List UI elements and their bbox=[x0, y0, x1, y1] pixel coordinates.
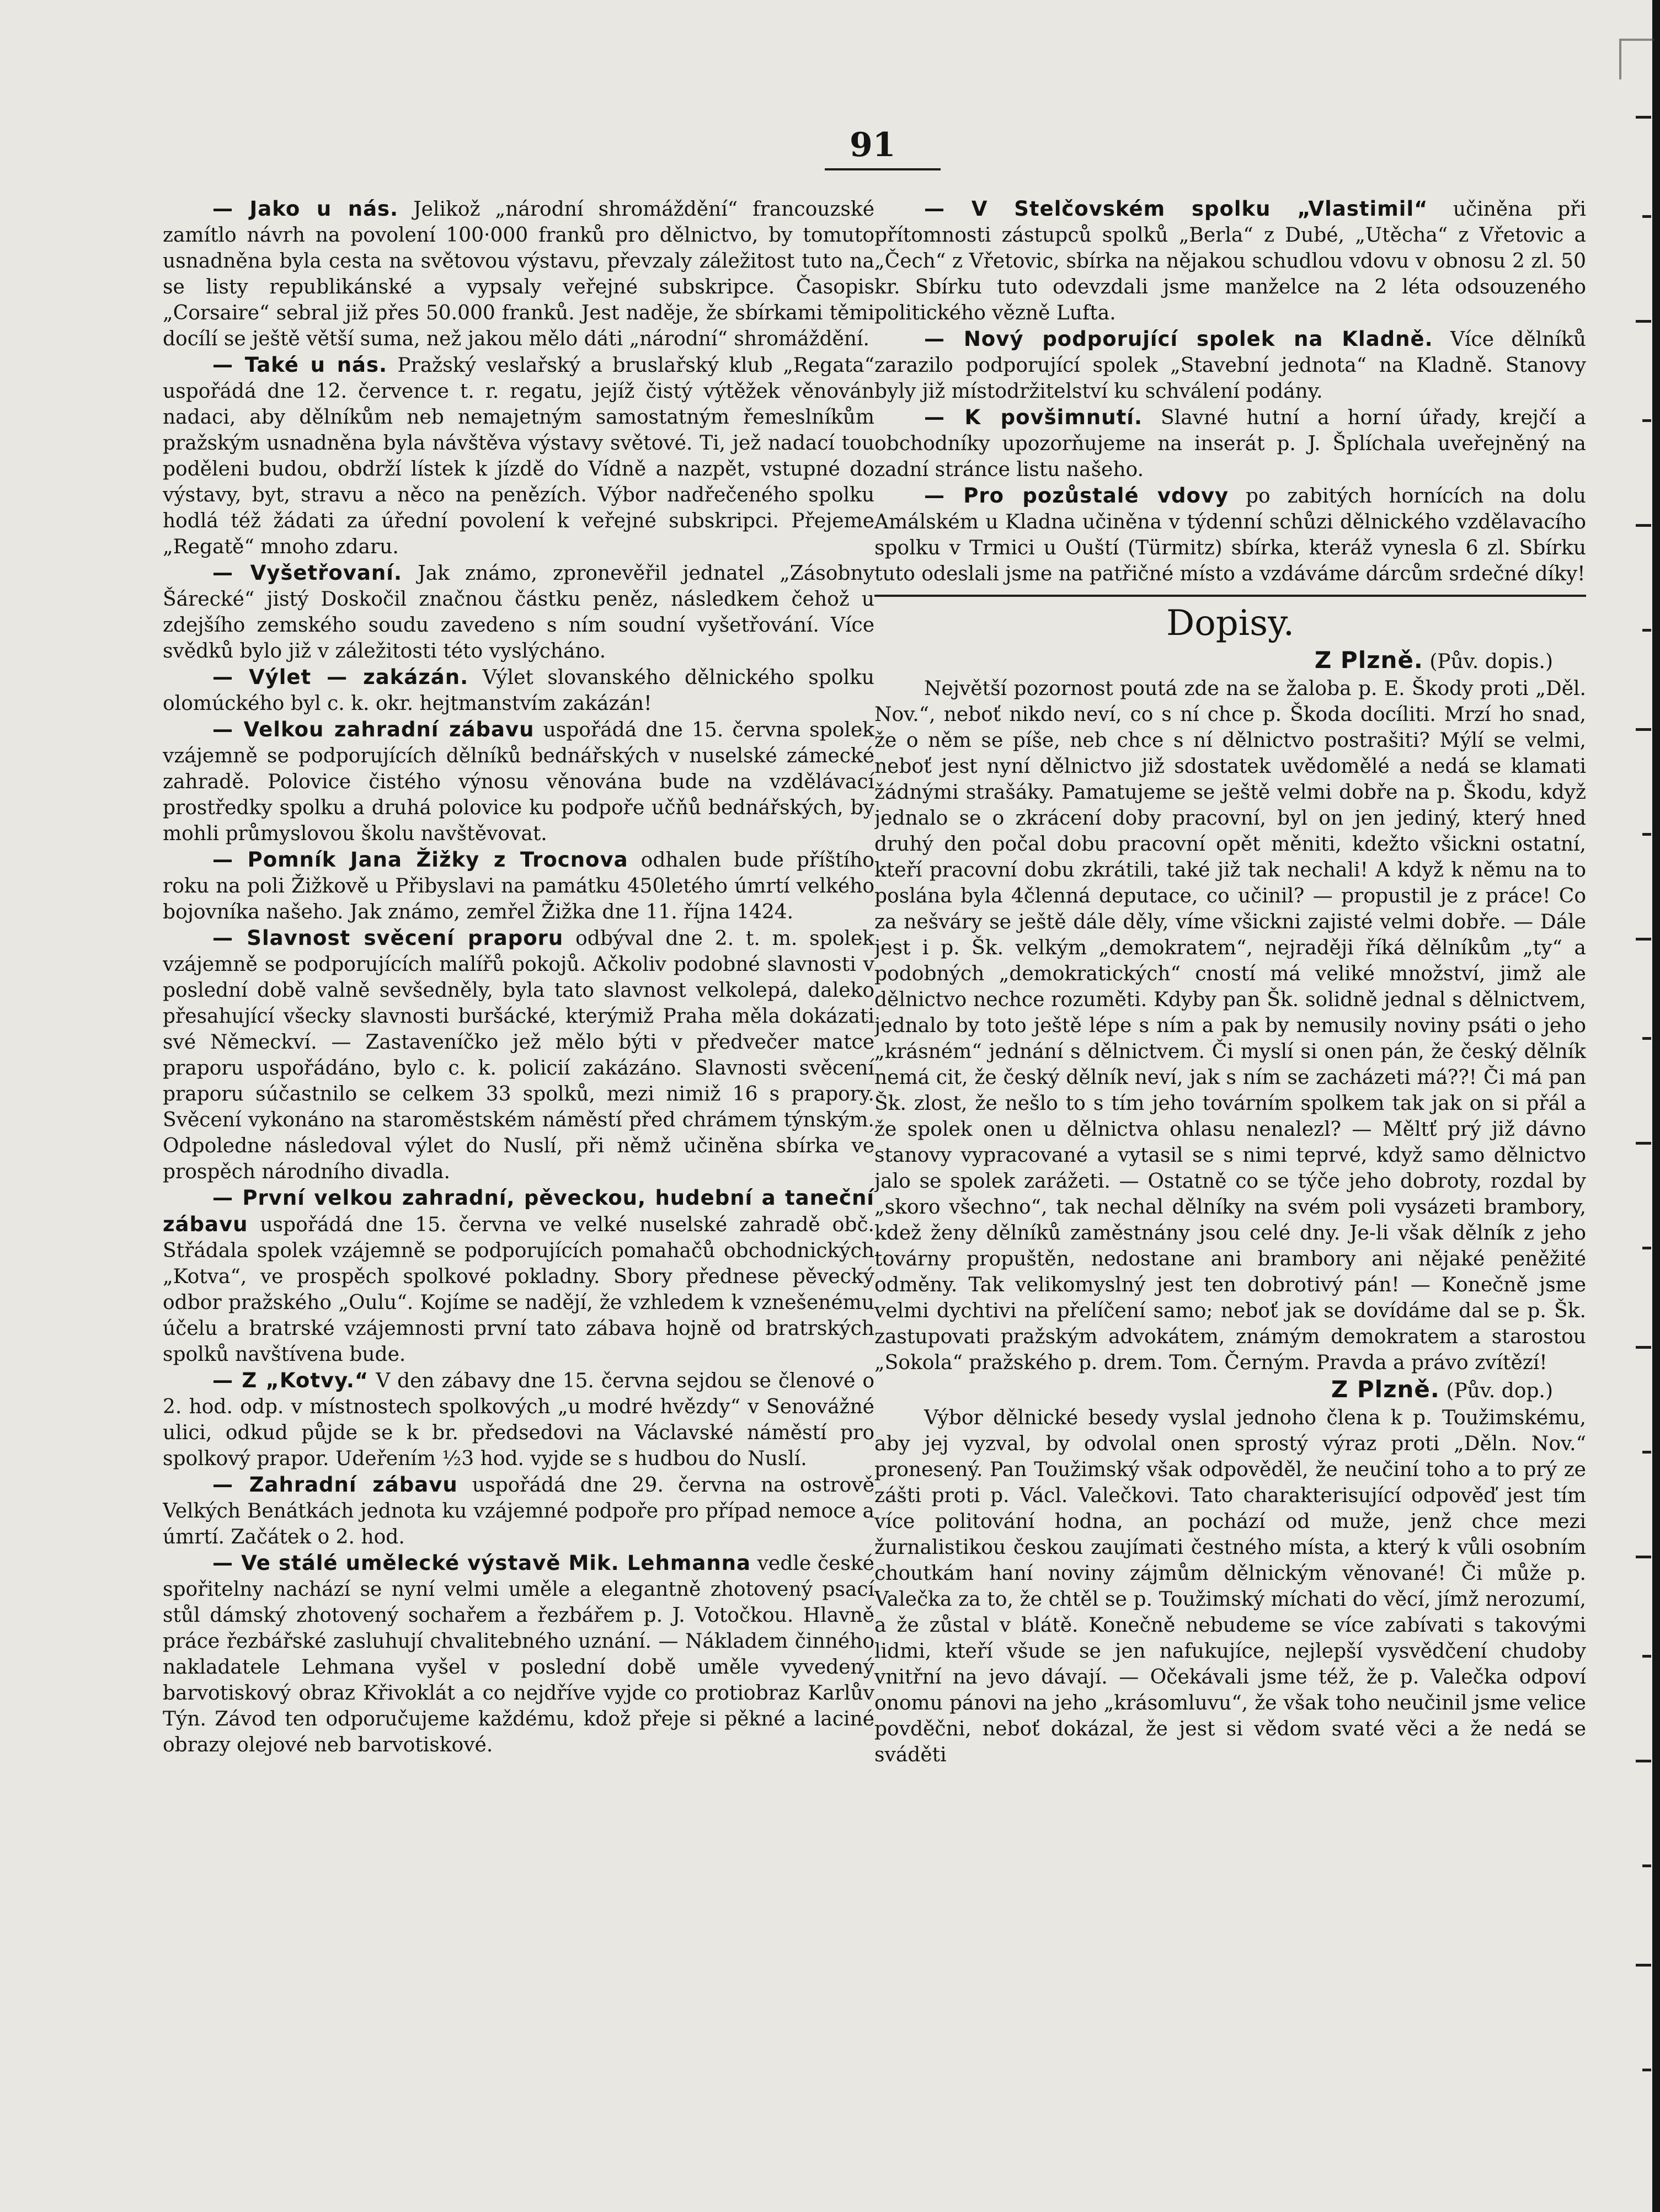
news-text: po zabitých hornících na dolu Amálském u Kladna učiněna v týdenní schůzi dělnického vzdělavacího spolku v Trmici u Ouští (Türmitz) sbírka, kteráž vynesla 6 zl. Sbírku tuto odeslali jsme na patřičné místo a vzdáváme dárcům srdečné díky! bbox=[874, 485, 1586, 585]
news-item bbox=[874, 196, 1586, 326]
letter-body: Výbor dělnické besedy vyslal jednoho člena k p. Toužimskému, aby jej vyzval, by odvolal onen sprostý výraz proti „Děln. Nov.“ pronesený. Pan Toužimský však odpověděl, že neučiní toho a to prý ze zášti proti p. Václ. Valečkovi. Tato charakterisující odpověď jest tím více politování hodna, an pochází od muže, jenž chce mezi žurnalistikou českou zaujímati čestného místa, a který k vůli osobním choutkám haní noviny zájmům dělnickým věnované! Či může p. Valečka za to, že chtěl se p. Toužimský míchati do věcí, jímž nerozumí, a že zůstal v blátě. Konečně nebudeme se více zabívati s takovými lidmi, kteří všude se jen nafukujíce, nejlepší vysvědčení chudoby vnitřní na jevo dávají. — Očekávali jsme též, že p. Valečka odpoví onomu pánovi na jeho „krásomluvu“, že však toho neučinil jsme velice povděčni, neboť dokázal, že jest si vědom svaté věci a že nedá se sváděti bbox=[874, 1407, 1586, 1766]
news-item bbox=[163, 1185, 874, 1367]
news-text: Slavné hutní a horní úřady, krejčí a obchodníky upozorňujeme na inserát p. J. Šplíchala uveřejněný na zadní stránce listu našeho. bbox=[874, 407, 1586, 481]
news-heading: — Pro pozůstalé vdovy bbox=[924, 484, 1229, 507]
news-heading: — První velkou zahradní, pěveckou, hudební a taneční zábavu bbox=[163, 1186, 874, 1236]
letter-location bbox=[874, 646, 1553, 676]
news-text: Více dělníků zarazilo podporující spolek „Stavební jednota“ na Kladně. Stanovy byly již místodržitelství ku schválení podány. bbox=[874, 328, 1586, 403]
news-heading: — Také u nás. bbox=[212, 353, 388, 377]
scan-ruler-ticks bbox=[1636, 83, 1652, 2157]
header-rule bbox=[825, 168, 941, 170]
news-text: uspořádá dne 15. června spolek vzájemně se podporujících dělníků bednářských v nuselské zámecké zahradě. Polovice čistého výnosu věnována bude na vzdělávací prostředky spolku a druhá polovice ku podpoře učňů bednářských, by mohli průmyslovou školu navštěvovat. bbox=[163, 719, 874, 845]
letter-note: (Pův. dopis.) bbox=[1429, 650, 1553, 673]
news-text: odbýval dne 2. t. m. spolek vzájemně se podporujících malířů pokojů. Ačkoliv podobné slavnosti v poslední době valně sevšedněly, byla tato slavnost velkolepá, daleko přesahující všecky slavnosti buršácké, kterýmiž Praha měla dokázati své Německví. — Zastaveníčko jež mělo býti v předvečer matce praporu uspořádáno, bylo c. k. policií zakázáno. Slavnosti svěcení praporu súčastnilo se celkem 33 spolků, mezi nimiž 16 s prapory. Svěcení vykonáno na staroměstském náměstí před chrámem týnským. Odpoledne následoval výlet do Nuslí, při němž učiněna sbírka ve prospěch národního divadla. bbox=[163, 927, 874, 1183]
news-text: vedle české spořitelny nachází se nyní velmi uměle a elegantně zhotovený psací stůl dámský zhotovený sochařem a řezbářem p. J. Votočkou. Hlavně práce řezbářské zasluhují chvalitebného uznání. — Nákladem činného nakladatele Lehmana vyšel v poslední době uměle vyvedený barvotiskový obraz Křivoklát a co nejdříve vyjde co protiobraz Karlův Týn. Závod ten odporučujeme každému, kdož přeje si pěkné a laciné obrazy olejové neb barvotiskové. bbox=[163, 1552, 874, 1756]
news-item bbox=[163, 717, 874, 847]
news-heading: — Ve stálé umělecké výstavě Mik. Lehmanna bbox=[212, 1551, 751, 1575]
news-item bbox=[163, 664, 874, 717]
scan-border bbox=[1652, 0, 1660, 2212]
news-item bbox=[874, 404, 1586, 483]
news-item bbox=[163, 352, 874, 560]
news-text: odhalen bude příštího roku na poli Žižkově u Přibyslavi na památku 450letého úmrtí velkého bojovníka našeho. Jak známo, zemřel Žižka dne 11. října 1424. bbox=[163, 849, 874, 923]
letter-city: Z Plzně. bbox=[1314, 646, 1423, 674]
news-text: uspořádá dne 15. června ve velké nuselské zahradě obč. Střádala spolek vzájemně se podporujících pomahačů obchodnických „Kotva“, ve prospěch spolkové pokladny. Sbory přednese pěvecký odbor pražského „Oulu“. Kojíme se nadějí, že vzhledem k vznešenému účelu a bratrské vzájemnosti první tato zábava hojně od bratrských spolků navštívena bude. bbox=[163, 1214, 874, 1366]
news-item bbox=[163, 196, 874, 352]
news-heading: — Pomník Jana Žižky z Trocnova bbox=[212, 848, 628, 872]
news-heading: — Jako u nás. bbox=[212, 197, 399, 221]
news-heading: — Velkou zahradní zábavu bbox=[212, 718, 535, 741]
right-column bbox=[874, 196, 1586, 2171]
news-text: uspořádá dne 29. června na ostrově Velkých Benátkách jednota ku vzájemné podpoře pro případ nemoce a úmrtí. Začátek o 2. hod. bbox=[163, 1474, 874, 1548]
news-item bbox=[874, 326, 1586, 404]
letter-location bbox=[874, 1376, 1553, 1405]
news-text: Jelikož „národní shromáždění“ francouzské zamítlo návrh na povolení 100·000 franků pro dělnictvo, by tomuto usnadněna byla cesta na světovou výstavu, převzaly záležitost tuto na se listy republikánské a vypsaly veřejné subskripce. Časopis „Corsaire“ sebral již přes 50.000 franků. Jest naděje, že sbírkami těmi docílí se ještě větší suma, než jakou mělo dáti „národní“ shromáždění. bbox=[163, 198, 874, 350]
news-heading: — K povšimnutí. bbox=[924, 405, 1143, 429]
news-heading: — Vyšetřovaní. bbox=[212, 561, 402, 585]
news-heading: — Z „Kotvy.“ bbox=[212, 1369, 369, 1392]
news-heading: — Slavnost svěcení praporu bbox=[212, 926, 564, 950]
left-column bbox=[163, 196, 874, 2171]
news-text: Výlet slovanského dělnického spolku olomúckého byl c. k. okr. hejtmanstvím zakázán! bbox=[163, 666, 874, 715]
news-heading: — Nový podporující spolek na Kladně. bbox=[924, 327, 1433, 351]
news-item bbox=[874, 483, 1586, 587]
section-title-dopisy: Dopisy. bbox=[874, 595, 1586, 645]
news-text: V den zábavy dne 15. června sejdou se členové o 2. hod. odp. v místnostech spolkových „u modré hvězdy“ v Senovážné ulici, odkud půjde se k br. předsedovi na Václavské náměstí pro spolkový prapor. Udeřením ½3 hod. vyjde se s hudbou do Nuslí. bbox=[163, 1370, 874, 1470]
news-text: Jak známo, zpronevěřil jednatel „Zásobny Šárecké“ jistý Doskočil značnou částku peněz, následkem čehož u zdejšího zemského soudu zavedeno s ním soudní vyšetřování. Více svědků bylo již v záležitosti této vyslýcháno. bbox=[163, 562, 874, 662]
news-heading: — V Stelčovském spolku „Vlastimil“ bbox=[924, 197, 1428, 221]
news-item bbox=[163, 1550, 874, 1758]
page-number: 91 bbox=[850, 126, 896, 164]
letter-city: Z Plzně. bbox=[1331, 1376, 1440, 1403]
news-item bbox=[163, 560, 874, 664]
news-text: Pražský veslařský a bruslařský klub „Regata“ uspořádá dne 12. července t. r. regatu, jejíž čistý výtěžek věnován nadaci, aby dělníkům neb nemajetným samostatným řemeslníkům pražským usnadněna byla návštěva výstavy světové. Ti, jež nadací tou poděleni budou, obdrží lístek k jízdě do Vídně a nazpět, vstupné do výstavy, byt, stravu a něco na penězích. Výbor nadřečeného spolku hodlá též žádati za úřední povolení k veřejné subskripci. Přejeme „Regatě“ mnoho zdaru. bbox=[163, 354, 874, 558]
scan-corner-mark bbox=[1619, 39, 1654, 79]
news-item bbox=[163, 1367, 874, 1472]
letter-body: Největší pozornost poutá zde na se žaloba p. E. Škody proti „Děl. Nov.“, neboť nikdo neví, co s ní chce p. Škoda docíliti. Mrzí ho snad, že o něm se píše, neb chce s ní dělnictvo postrašiti? Mýlí se velmi, neboť jest nyní dělnictvo již sdostatek uvědomělé a nedá se klamati žádnými strašáky. Pamatujeme se ještě velmi dobře na p. Škodu, když jednalo se o zkrácení doby pracovní, byl on jen jediný, který hned druhý den počal dobu pracovní opět měniti, kdežto všickni ostatní, kteří pracovní dobu zkrátili, také již tak nechali! A když k němu na to poslána byla 4členná deputace, co učinil? — propustil je z práce! Co za nešváry se ještě dále děly, víme všickni zajisté velmi dobře. — Dále jest i p. Šk. velkým „demokratem“, nejraději říká dělníkům „ty“ a podobných „demokratických“ cností má veliké množství, jimž ale dělnictvo nechce rozuměti. Kdyby pan Šk. solidně jednal s dělnictvem, jednalo by toto ještě lépe s ním a pak by nemusily noviny psáti o jeho „krásném“ jednání s dělnictvem. Či myslí si onen pán, že český dělník nemá cit, že český dělník neví, jak s ním se zacházeti má??! Či má pan Šk. zlost, že nešlo to s tím jeho továrním spolkem tak jak on si přál a že spolek onen u dělnictva ohlasu nenalezl? — Měltť prý již dávno stanovy vypracované a vytasil se s nimi teprvé, když samo dělnictvo jalo se spolek zarážeti. — Ostatně co se týče jeho dobroty, rozdal by „skoro všechno“, tak nechal dělníky na svém poli vysázeti brambory, kdež ženy dělníků zaměstnány jsou celé dny. Je-li však dělník z jeho továrny propuštěn, nedostane ani brambory ani nějaké peněžité odměny. Tak velikomyslný jest ten dobrotivý pán! — Konečně jsme velmi dychtivi na přelíčení samo; neboť jak se dovídáme dal se p. Šk. zastupovati pražským advokátem, známým demokratem a starostou „Sokola“ pražského p. drem. Tom. Černým. Pravda a právo zvítězí! bbox=[874, 677, 1586, 1374]
news-item bbox=[163, 1472, 874, 1550]
news-heading: — Zahradní zábavu bbox=[212, 1473, 458, 1497]
news-text: učiněna při přítomnosti zástupců spolků „Berla“ z Dubé, „Utěcha“ z Vřetovic a „Čech“ z Vřetovic, sbírka na nějakou schudlou vdovu v obnosu 2 zl. 50 kr. Sbírku tuto odevzdali jsme manželce na 2 léta odsouzeného politického vězně Lufta. bbox=[874, 198, 1586, 324]
news-item bbox=[163, 925, 874, 1185]
news-heading: — Výlet — zakázán. bbox=[212, 665, 469, 689]
news-item bbox=[163, 847, 874, 925]
letter-note: (Pův. dop.) bbox=[1446, 1380, 1553, 1402]
